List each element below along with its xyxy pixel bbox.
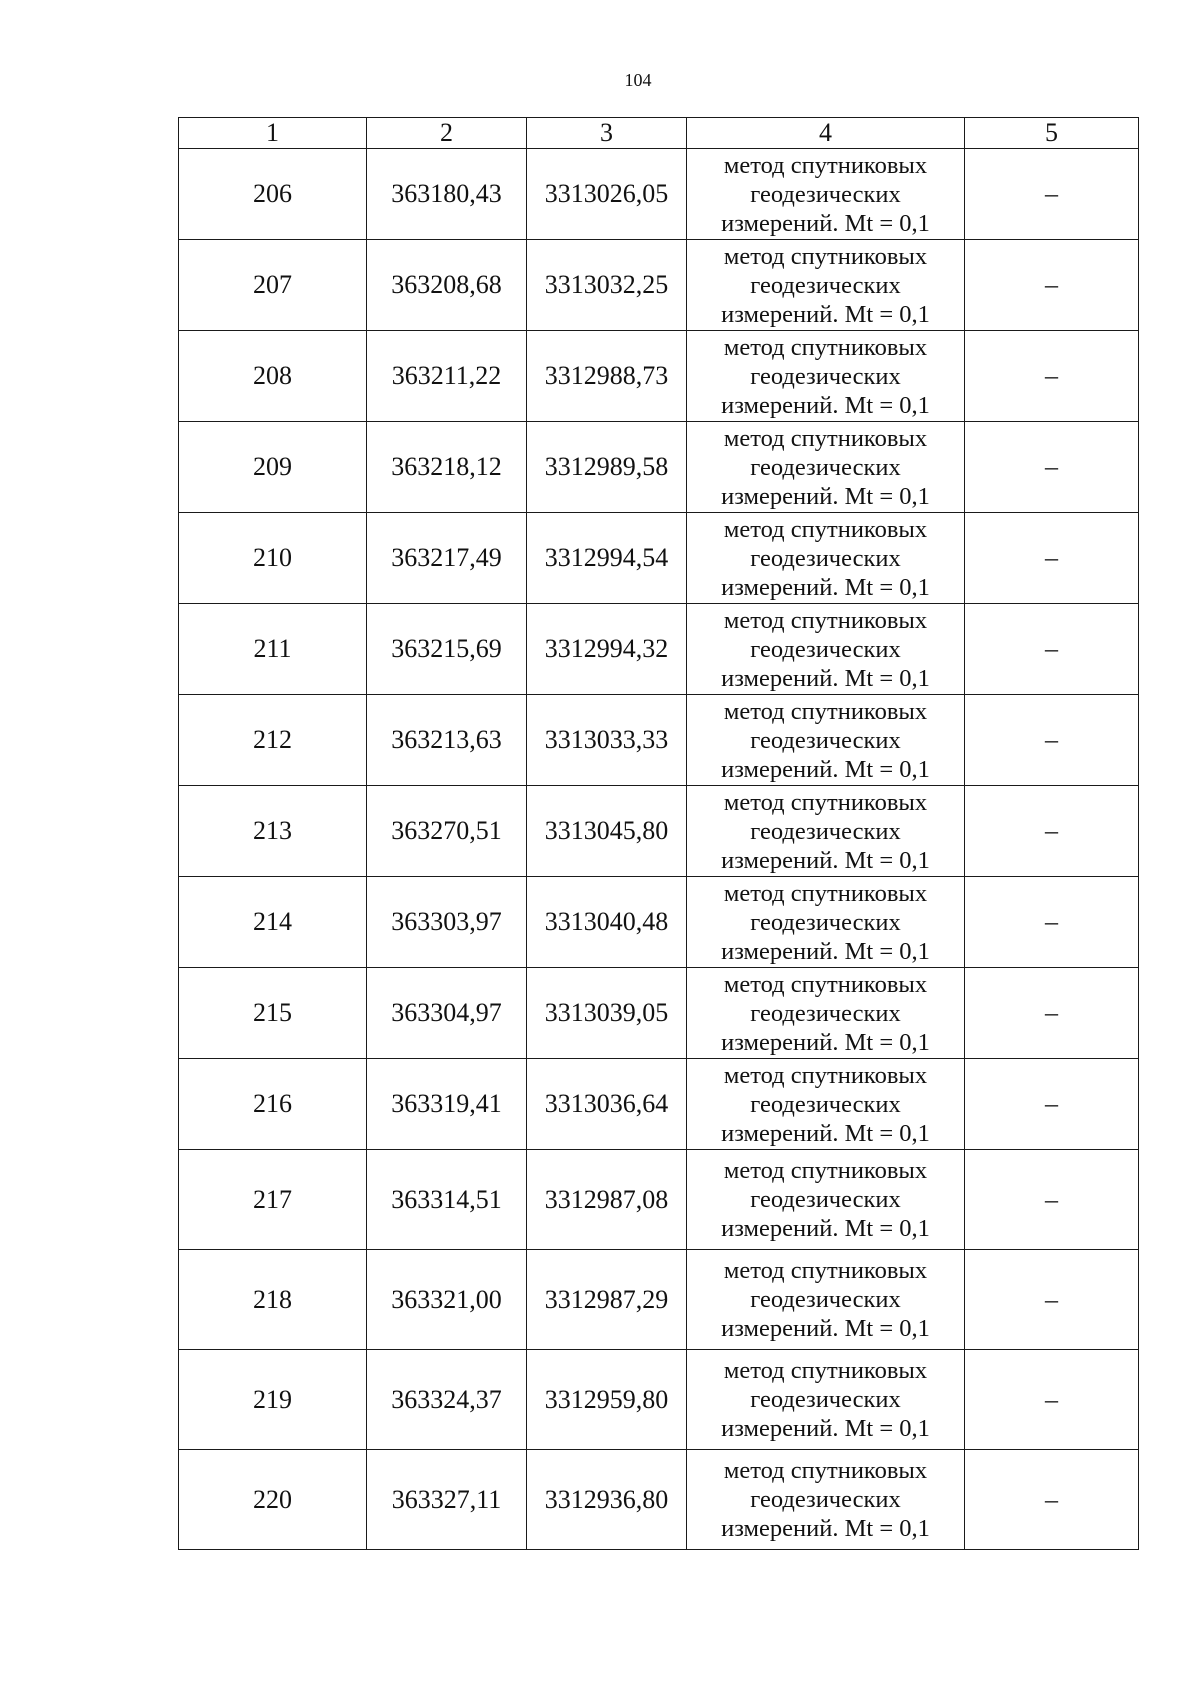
x-coordinate-cell: 363314,51 [367,1150,527,1250]
method-cell [687,1450,965,1550]
point-number-cell: 218 [179,1250,367,1350]
method-cell [687,604,965,695]
point-number-cell: 212 [179,695,367,786]
method-line: измерений. Mt = 0,1 [721,846,930,874]
note-cell: – [965,1350,1139,1450]
method-line: метод спутниковых [723,242,928,270]
x-coordinate-cell: 363304,97 [367,968,527,1059]
table-row [179,422,1139,513]
method-line: метод спутниковых [723,424,928,452]
method-line: геодезических [750,1286,901,1313]
x-coordinate-cell: 363327,11 [367,1450,527,1550]
table-row [179,1059,1139,1150]
method-cell [687,1059,965,1150]
method-line: геодезических [750,362,901,390]
method-line: метод спутниковых [723,1457,928,1484]
y-coordinate-cell: 3313033,33 [527,695,687,786]
x-coordinate-cell: 363180,43 [367,149,527,240]
x-coordinate-cell: 363324,37 [367,1350,527,1450]
method-line: метод спутниковых [723,1257,928,1284]
method-line: измерений. Mt = 0,1 [721,209,930,237]
method-line: метод спутниковых [723,333,928,361]
point-number-cell: 217 [179,1150,367,1250]
table-row [179,513,1139,604]
y-coordinate-cell: 3312994,54 [527,513,687,604]
note-cell: – [965,695,1139,786]
table-body [179,149,1139,1550]
method-line: метод спутниковых [723,151,928,179]
y-coordinate-cell: 3313026,05 [527,149,687,240]
column-header-3: 3 [527,118,687,149]
coordinates-table [178,117,1139,1550]
method-cell [687,1350,965,1450]
method-cell [687,695,965,786]
method-cell [687,877,965,968]
note-cell: – [965,331,1139,422]
table-row [179,240,1139,331]
table-row [179,1350,1139,1450]
method-cell [687,513,965,604]
method-line: геодезических [750,817,901,845]
method-line: метод спутниковых [723,697,928,725]
method-line: измерений. Mt = 0,1 [721,937,930,965]
point-number-cell: 209 [179,422,367,513]
note-cell: – [965,513,1139,604]
point-number-cell: 211 [179,604,367,695]
note-cell: – [965,1150,1139,1250]
method-line: измерений. Mt = 0,1 [721,1215,930,1242]
column-header-4: 4 [687,118,965,149]
method-cell [687,331,965,422]
table-row [179,1450,1139,1550]
table-row [179,604,1139,695]
method-line: измерений. Mt = 0,1 [721,664,930,692]
method-line: геодезических [750,726,901,754]
note-cell: – [965,786,1139,877]
point-number-cell: 213 [179,786,367,877]
method-line: геодезических [750,180,901,208]
method-cell [687,149,965,240]
y-coordinate-cell: 3312988,73 [527,331,687,422]
point-number-cell: 214 [179,877,367,968]
x-coordinate-cell: 363217,49 [367,513,527,604]
page-number: 104 [624,70,652,90]
table-row [179,968,1139,1059]
table-row [179,695,1139,786]
method-line: метод спутниковых [723,515,928,543]
y-coordinate-cell: 3313032,25 [527,240,687,331]
table-row [179,149,1139,240]
point-number-cell: 215 [179,968,367,1059]
table-row [179,1250,1139,1350]
method-line: измерений. Mt = 0,1 [721,482,930,510]
note-cell: – [965,149,1139,240]
method-line: геодезических [750,1090,901,1118]
x-coordinate-cell: 363211,22 [367,331,527,422]
method-line: геодезических [750,1186,901,1213]
method-cell [687,968,965,1059]
x-coordinate-cell: 363208,68 [367,240,527,331]
point-number-cell: 210 [179,513,367,604]
point-number-cell: 207 [179,240,367,331]
method-line: измерений. Mt = 0,1 [721,1315,930,1342]
method-line: измерений. Mt = 0,1 [721,755,930,783]
y-coordinate-cell: 3312987,29 [527,1250,687,1350]
method-line: метод спутниковых [723,1061,928,1089]
method-line: измерений. Mt = 0,1 [721,573,930,601]
y-coordinate-cell: 3313036,64 [527,1059,687,1150]
method-line: геодезических [750,271,901,299]
x-coordinate-cell: 363321,00 [367,1250,527,1350]
table-row [179,877,1139,968]
method-cell [687,1250,965,1350]
note-cell: – [965,1250,1139,1350]
method-line: геодезических [750,1486,901,1513]
point-number-cell: 216 [179,1059,367,1150]
x-coordinate-cell: 363270,51 [367,786,527,877]
method-cell [687,422,965,513]
y-coordinate-cell: 3312959,80 [527,1350,687,1450]
method-line: измерений. Mt = 0,1 [721,391,930,419]
point-number-cell: 206 [179,149,367,240]
table-header-row [179,118,1139,149]
method-line: измерений. Mt = 0,1 [721,1119,930,1147]
y-coordinate-cell: 3312994,32 [527,604,687,695]
x-coordinate-cell: 363215,69 [367,604,527,695]
method-line: метод спутниковых [723,879,928,907]
method-line: измерений. Mt = 0,1 [721,1515,930,1542]
point-number-cell: 219 [179,1350,367,1450]
y-coordinate-cell: 3312936,80 [527,1450,687,1550]
method-line: метод спутниковых [723,1357,928,1384]
method-line: измерений. Mt = 0,1 [721,300,930,328]
coordinates-table-container [178,117,1138,1550]
note-cell: – [965,422,1139,513]
note-cell: – [965,968,1139,1059]
x-coordinate-cell: 363213,63 [367,695,527,786]
y-coordinate-cell: 3312989,58 [527,422,687,513]
x-coordinate-cell: 363319,41 [367,1059,527,1150]
y-coordinate-cell: 3313039,05 [527,968,687,1059]
table-row [179,1150,1139,1250]
x-coordinate-cell: 363303,97 [367,877,527,968]
method-line: геодезических [750,453,901,481]
method-cell [687,240,965,331]
method-line: метод спутниковых [723,1157,928,1184]
method-line: геодезических [750,1386,901,1413]
method-line: измерений. Mt = 0,1 [721,1028,930,1056]
note-cell: – [965,604,1139,695]
note-cell: – [965,877,1139,968]
method-line: геодезических [750,999,901,1027]
method-line: геодезических [750,908,901,936]
column-header-2: 2 [367,118,527,149]
method-cell [687,1150,965,1250]
method-line: геодезических [750,635,901,663]
y-coordinate-cell: 3312987,08 [527,1150,687,1250]
note-cell: – [965,1059,1139,1150]
method-line: метод спутниковых [723,788,928,816]
note-cell: – [965,1450,1139,1550]
point-number-cell: 220 [179,1450,367,1550]
method-line: метод спутниковых [723,970,928,998]
table-row [179,331,1139,422]
method-cell [687,786,965,877]
column-header-5: 5 [965,118,1139,149]
y-coordinate-cell: 3313045,80 [527,786,687,877]
note-cell: – [965,240,1139,331]
table-row [179,786,1139,877]
column-header-1: 1 [179,118,367,149]
method-line: геодезических [750,544,901,572]
method-line: метод спутниковых [723,606,928,634]
point-number-cell: 208 [179,331,367,422]
y-coordinate-cell: 3313040,48 [527,877,687,968]
method-line: измерений. Mt = 0,1 [721,1415,930,1442]
x-coordinate-cell: 363218,12 [367,422,527,513]
